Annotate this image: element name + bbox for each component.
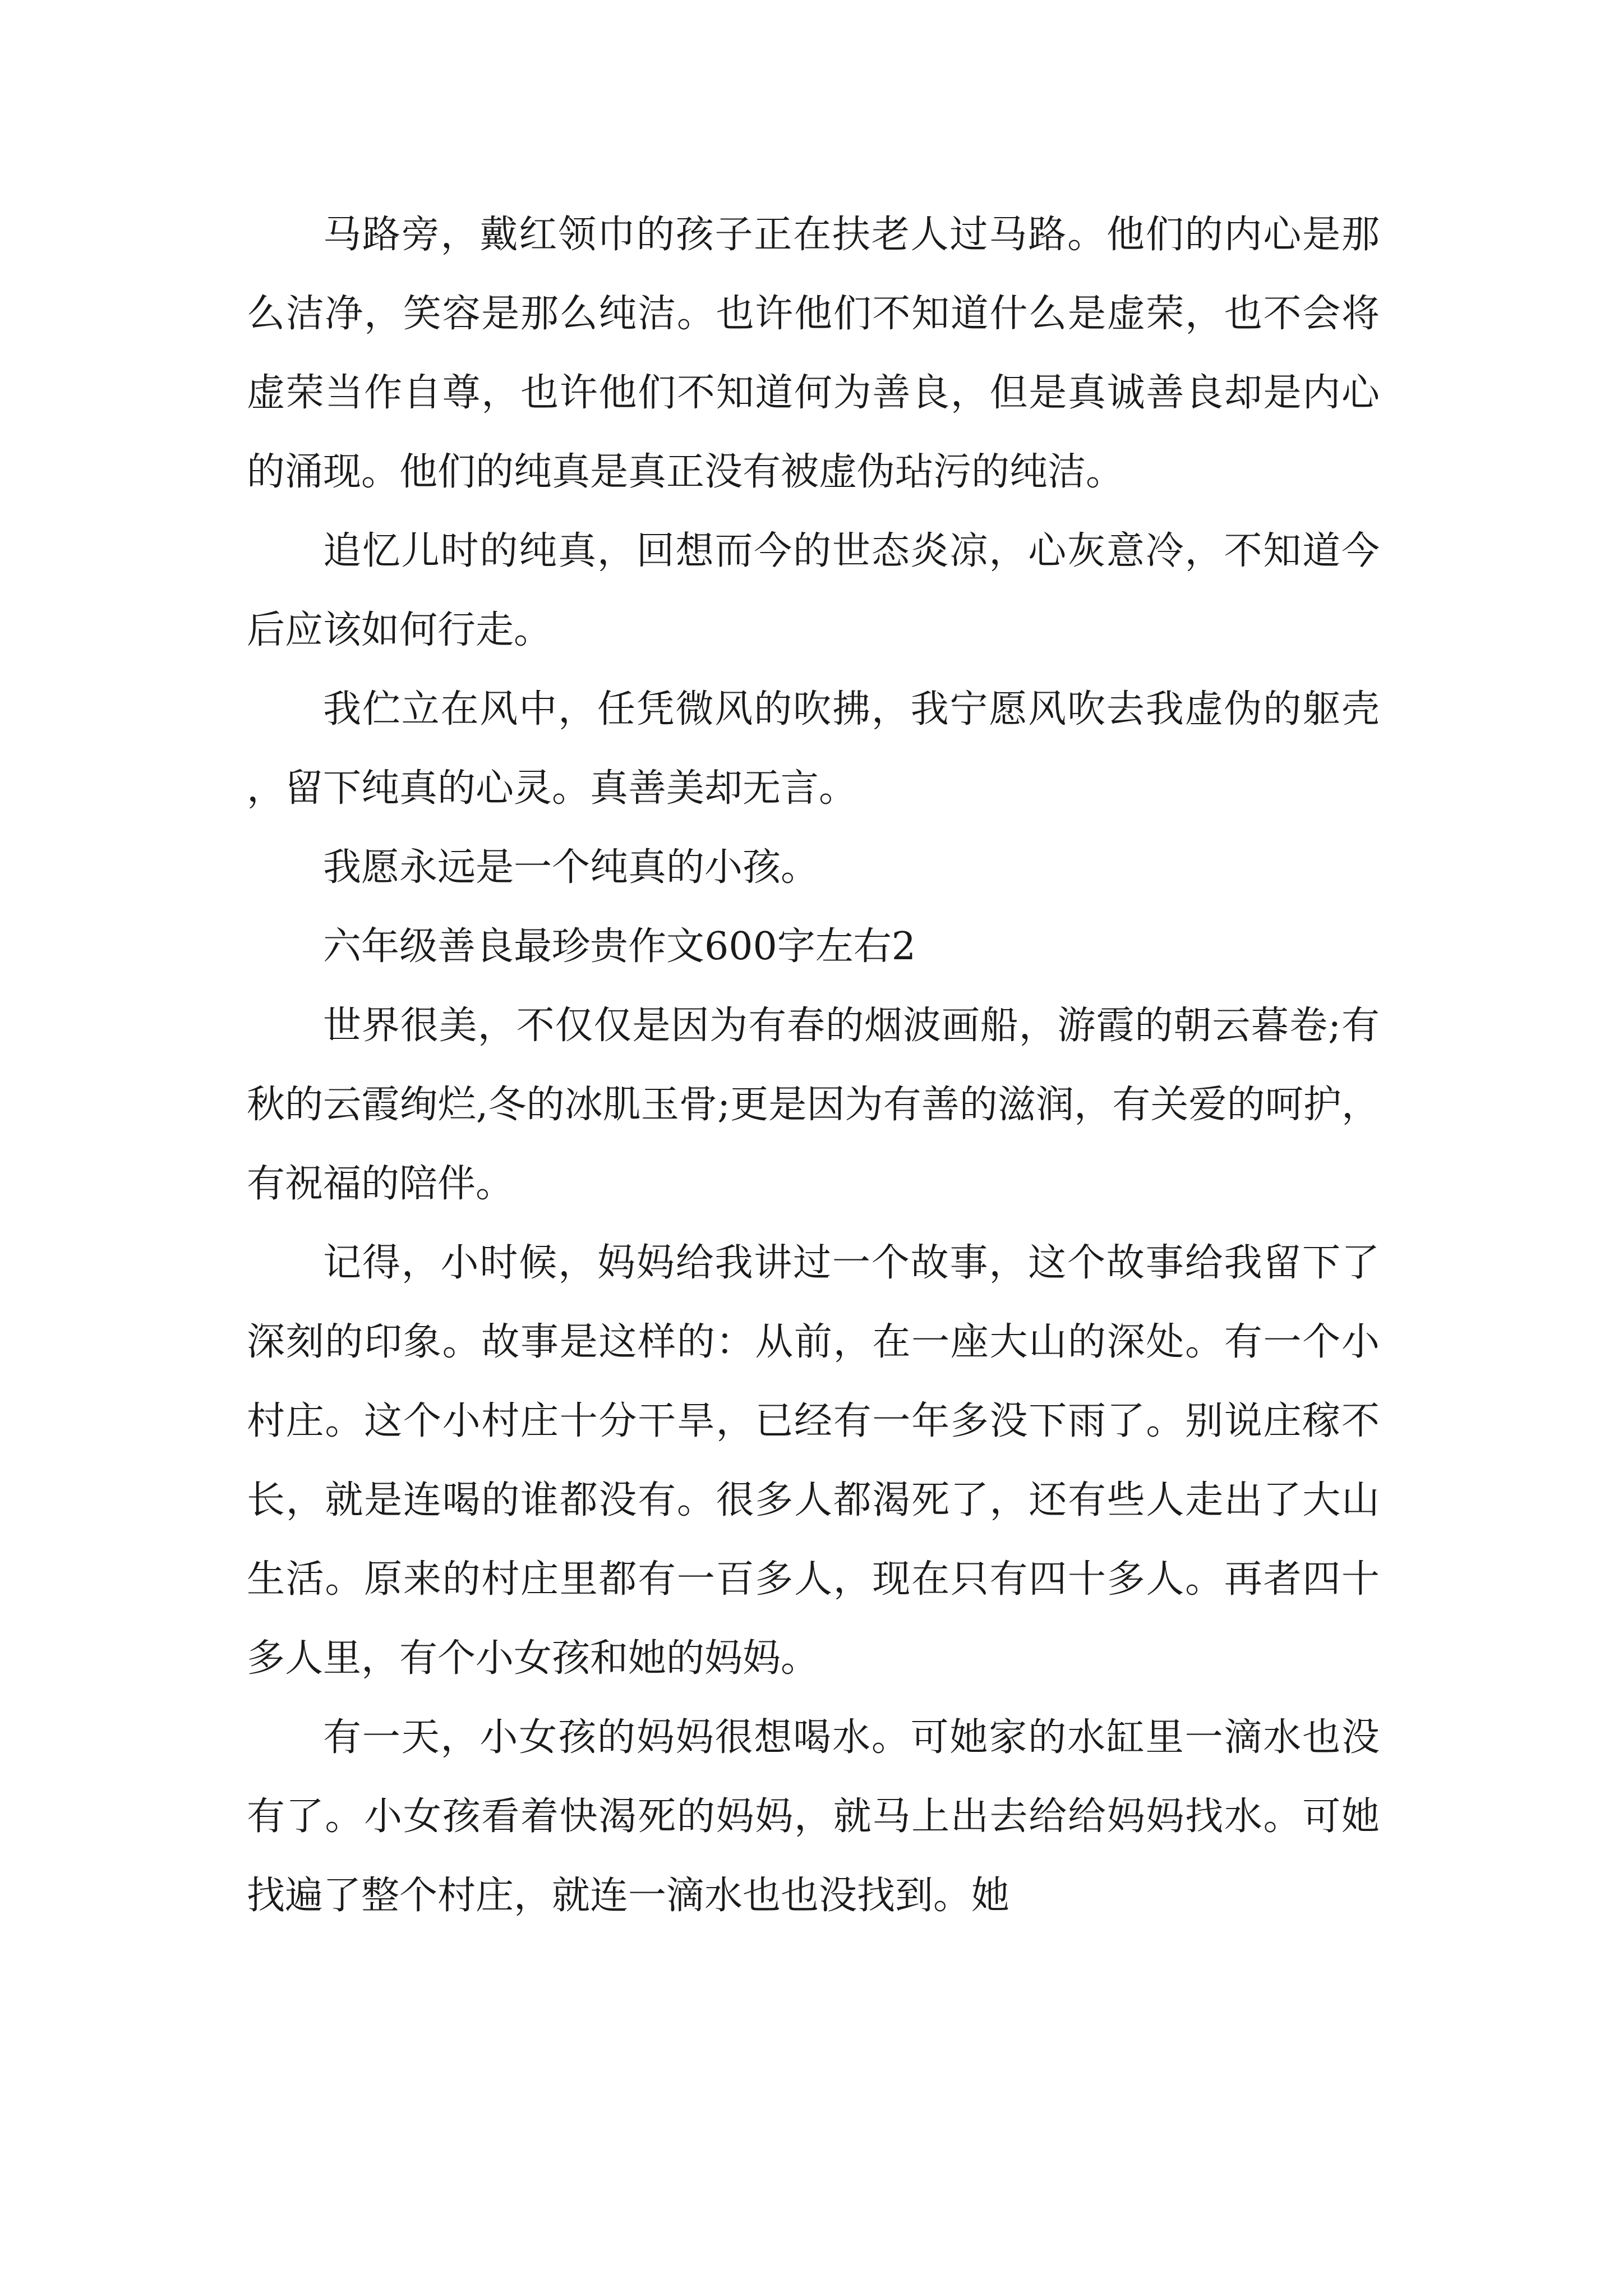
paragraph-6: 记得，小时候，妈妈给我讲过一个故事，这个故事给我留下了深刻的印象。故事是这样的：从前，在一座大山的深处。有一个小村庄。这个小村庄十分干旱，已经有一年多没下雨了。别说庄稼不长，就是连喝的谁都没有。很多人都渴死了，还有些人走出了大山生活。原来的村庄里都有一百多人，现在只有四十多人。再者四十多人里，有个小女孩和她的妈妈。 (247, 1241, 1380, 1681)
paragraph-4: 我愿永远是一个纯真的小孩。 (323, 845, 819, 890)
paragraph-1: 马路旁，戴红领巾的孩子正在扶老人过马路。他们的内心是那么洁净，笑容是那么纯洁。也许他们不知道什么是虚荣，也不会将虚荣当作自尊，也许他们不知道何为善良，但是真诚善良却是内心的涌现。他们的纯真是真正没有被虚伪玷污的纯洁。 (247, 213, 1380, 494)
paragraph-2: 追忆儿时的纯真，回想而今的世态炎凉，心灰意冷，不知道今后应该如何行走。 (247, 529, 1380, 652)
section-title: 六年级善良最珍贵作文600字左右2 (323, 924, 916, 969)
paragraph-5: 世界很美，不仅仅是因为有春的烟波画船，游霞的朝云暮卷;有秋的云霞绚烂,冬的冰肌玉骨;更是因为有善的滋润，有关爱的呵护，有祝福的陪伴。 (247, 1004, 1380, 1206)
paragraph-7: 有一天，小女孩的妈妈很想喝水。可她家的水缸里一滴水也没有了。小女孩看着快渴死的妈妈，就马上出去给给妈妈找水。可她找遍了整个村庄，就连一滴水也也没找到。她 (247, 1715, 1380, 1918)
paragraph-3: 我伫立在风中，任凭微风的吹拂，我宁愿风吹去我虚伪的躯壳，留下纯真的心灵。真善美却无言。 (247, 687, 1380, 811)
document-body (247, 195, 1380, 1935)
